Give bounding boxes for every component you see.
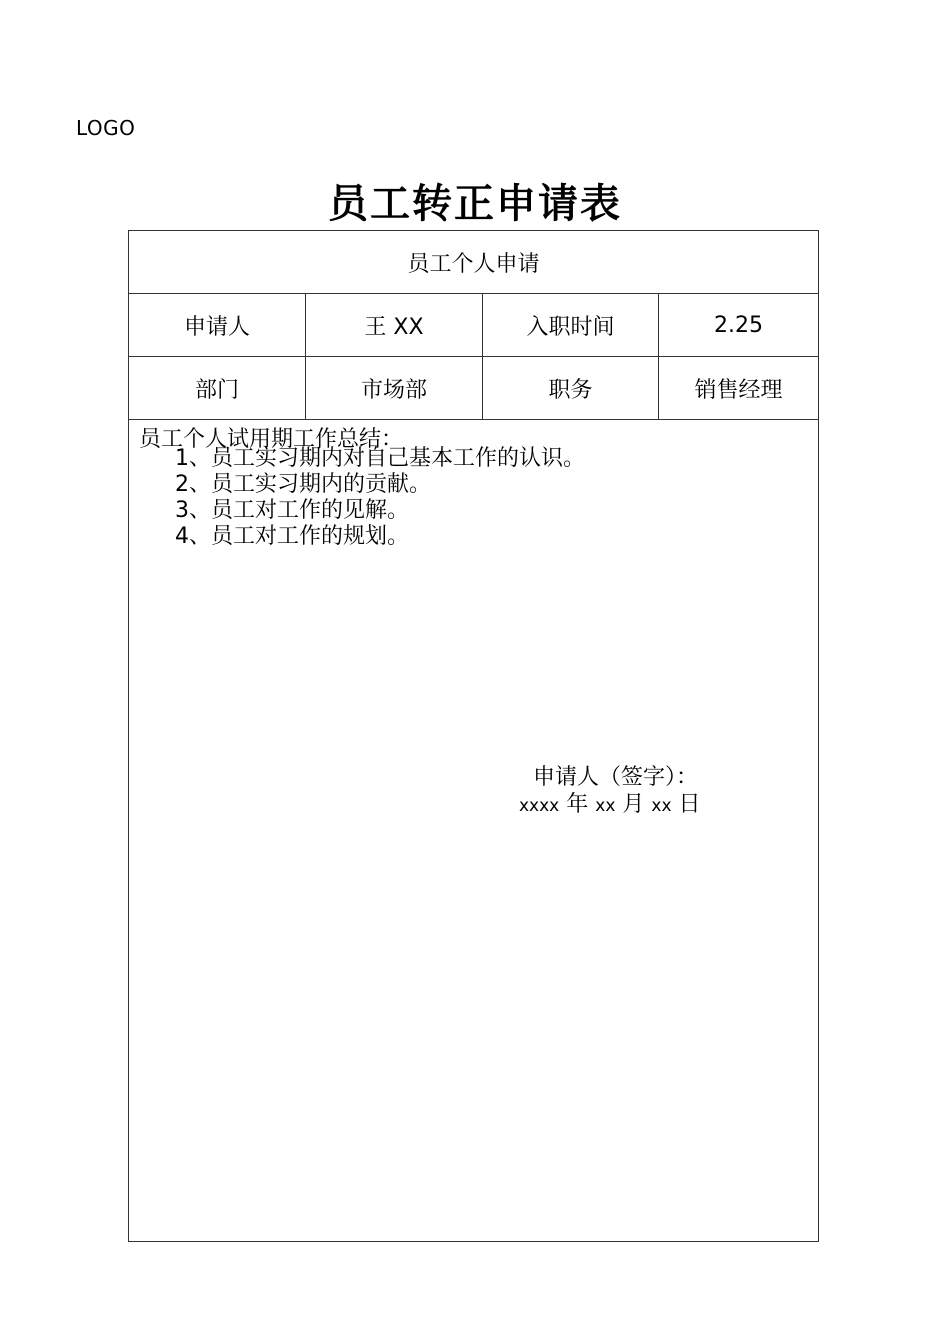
info-row-applicant [129,294,818,357]
signature-label: 申请人（签字）： [533,765,699,790]
summary-item: 4、员工对工作的规划。 [175,524,409,549]
applicant-value[interactable]: 王 XX [306,294,483,356]
signature-block [519,764,701,820]
date-month-unit: 月 [622,792,645,817]
department-value[interactable]: 市场部 [306,357,483,419]
date-day: xx [651,796,672,816]
summary-item: 2、员工实习期内的贡献。 [175,472,431,497]
page-title: 员工转正申请表 [328,181,622,227]
signature-date [519,791,701,820]
position-value[interactable]: 销售经理 [694,377,783,403]
applicant-label: 申请人 [129,294,306,356]
info-row-department [129,357,818,420]
summary-list [175,446,585,550]
hire-date-label: 入职时间 [483,294,659,356]
hire-date-value[interactable]: 2.25 [714,312,763,338]
position-label: 职务 [483,357,659,419]
logo-text: LOGO [76,116,136,140]
date-month: xx [595,796,616,816]
summary-item: 1、员工实习期内对自己基本工作的认识。 [175,446,585,471]
date-year: xxxx [519,796,560,816]
date-day-unit: 日 [678,792,701,817]
summary-item: 3、员工对工作的见解。 [175,498,409,523]
application-form [128,230,819,1242]
department-label: 部门 [129,357,306,419]
date-year-unit: 年 [566,792,589,817]
summary-title: 员工个人试用期工作总结： [139,427,404,452]
section-header [129,231,818,294]
section-header-label: 员工个人申请 [407,251,540,277]
work-summary-area[interactable] [129,420,818,1240]
